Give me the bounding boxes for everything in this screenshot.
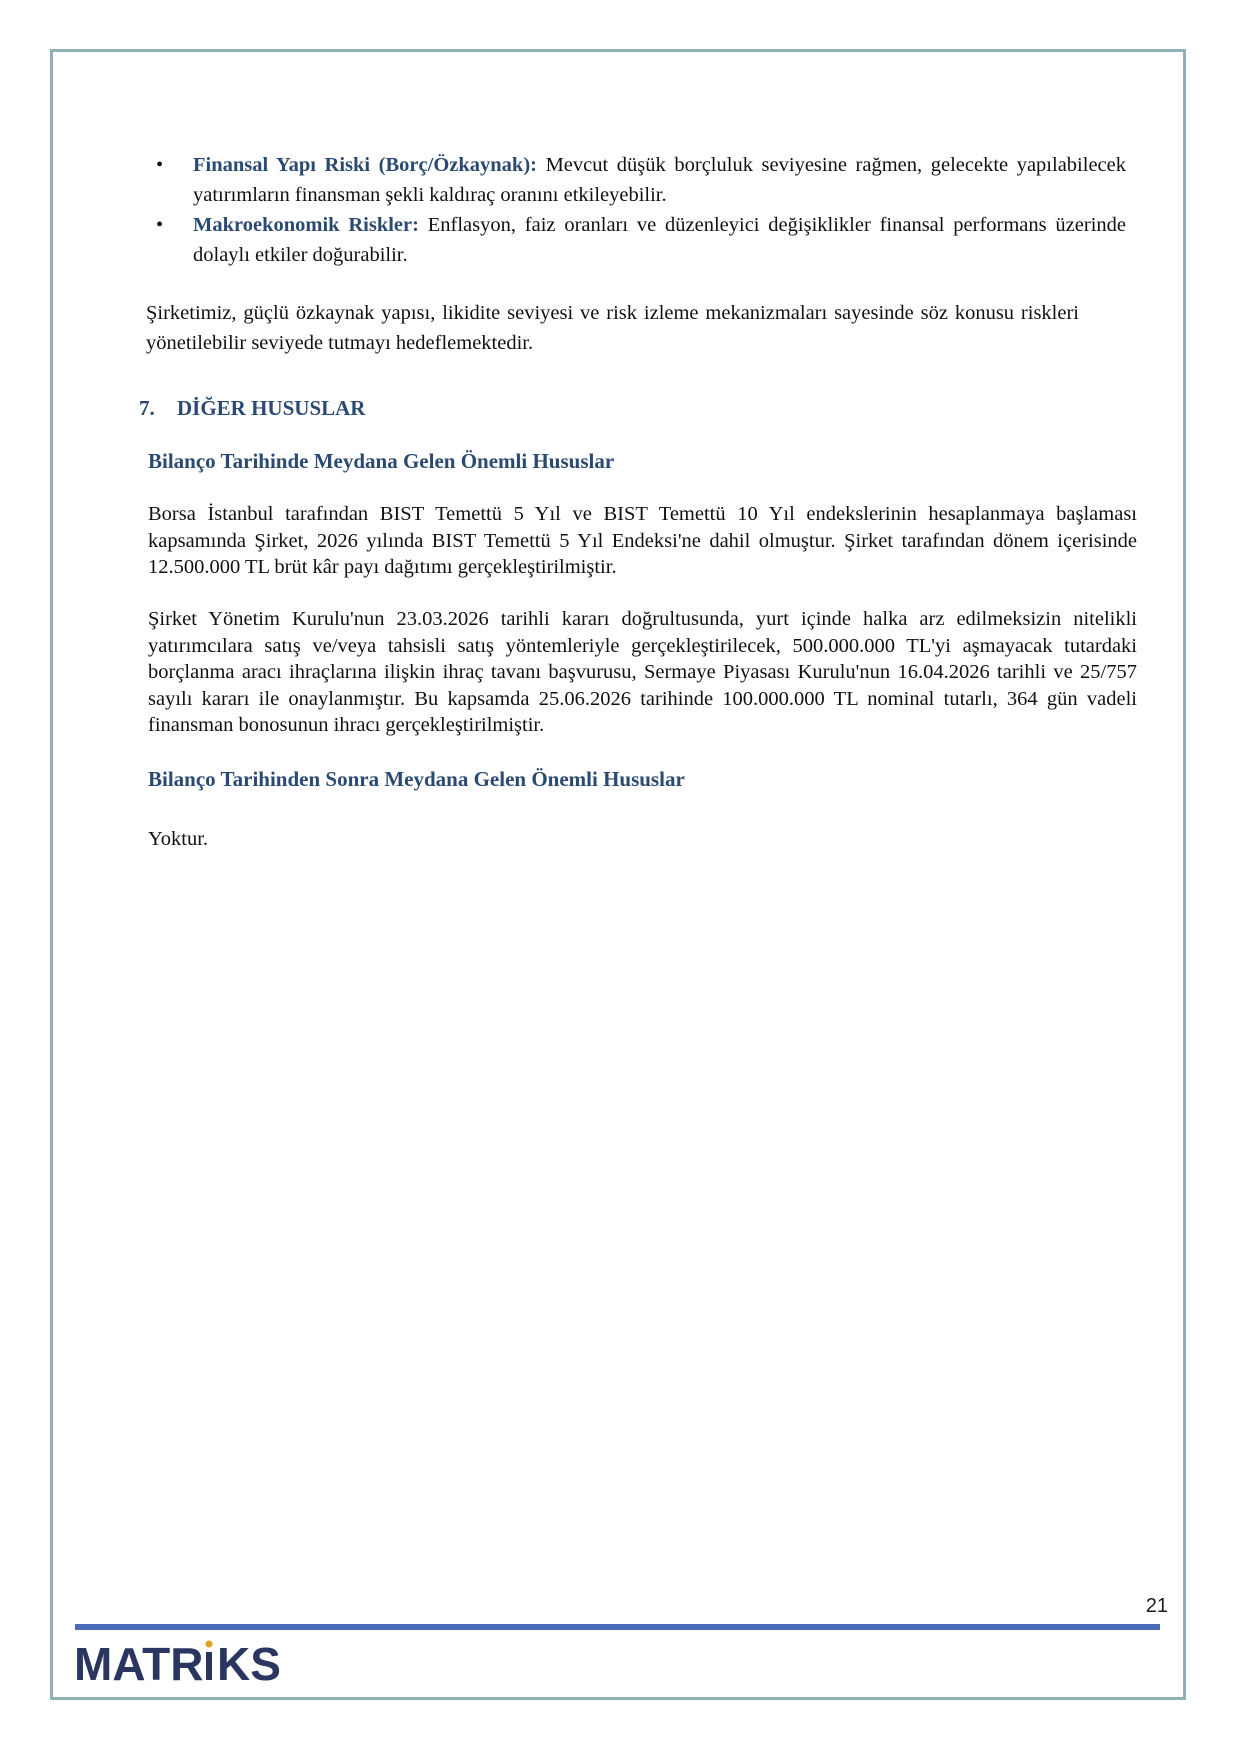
bullet-text: Mevcut düşük borçluluk seviyesine rağmen, gelecekte yapılabilecek yatırımların finansman şekli kaldıraç oranını etkileyebilir. (193, 154, 1126, 206)
bullet-icon: • (156, 214, 164, 236)
bullet-term: Makroekonomik Riskler: (193, 214, 419, 236)
footer-rule (75, 1624, 1160, 1630)
risk-content (146, 150, 1136, 358)
section-number: 7. (139, 396, 155, 420)
logo-text-left: MATR (74, 1638, 204, 1688)
paragraph-bist-index: Borsa İstanbul tarafından BIST Temettü 5 Yıl ve BIST Temettü 10 Yıl endekslerinin hesaplanmaya başlaması kapsamında Şirket, 2026 yılında BIST Temettü 5 Yıl Endeksi'ne dahil olmuştur. Şirket tarafından dönem içerisinde 12.500.000 TL brüt kâr payı dağıtımı gerçekleştirilmiştir. (148, 503, 1137, 578)
section-heading (139, 396, 365, 421)
matriks-logo (74, 1638, 354, 1688)
logo-i-dot (206, 1641, 213, 1648)
subsection-heading-balance-date: Bilanço Tarihinde Meydana Gelen Önemli Hususlar (148, 449, 615, 473)
paragraph-debt-issuance: Şirket Yönetim Kurulu'nun 23.03.2026 tarihli kararı doğrultusunda, yurt içinde halka arz edilmeksizin nitelikli yatırımcılara satış ve/veya tahsisli satış yöntemleriyle gerçekleştirilecek, 500.000.000 TL'yi aşmayacak tutardaki borçlanma aracı ihraçlarına ilişkin ihraç tavanı başvurusu, Sermaye Piyasası Kurulu'nun 16.04.2026 tarihli ve 25/757 sayılı kararı ile onaylanmıştır. Bu kapsamda 25.06.2026 tarihinde 100.000.000 TL nominal tutarlı, 364 gün vadeli finansman bonosunun ihracı gerçekleştirilmiştir. (148, 608, 1137, 736)
logo-i-stem (206, 1652, 212, 1680)
risk-bullet-list (146, 150, 1136, 270)
bullet-icon: • (156, 154, 164, 176)
bullet-item-financial-structure (146, 150, 1126, 210)
paragraph-none: Yoktur. (148, 828, 209, 850)
bullet-text: Enflasyon, faiz oranları ve düzenleyici değişiklikler finansal performans üzerinde dolaylı etkiler doğurabilir. (193, 214, 1126, 266)
risk-summary-paragraph: Şirketimiz, güçlü özkaynak yapısı, likidite seviyesi ve risk izleme mekanizmaları sayesinde söz konusu riskleri yönetilebilir seviyede tutmayı hedeflemektedir. (146, 302, 1079, 354)
logo-text-right: KS (217, 1638, 281, 1688)
section-title: DİĞER HUSUSLAR (177, 396, 366, 420)
bullet-item-macroeconomic (146, 210, 1126, 270)
subsection-heading-after-balance-date: Bilanço Tarihinden Sonra Meydana Gelen Önemli Hususlar (148, 767, 685, 791)
page-number: 21 (1145, 1595, 1168, 1617)
bullet-term: Finansal Yapı Riski (Borç/Özkaynak): (193, 154, 537, 176)
